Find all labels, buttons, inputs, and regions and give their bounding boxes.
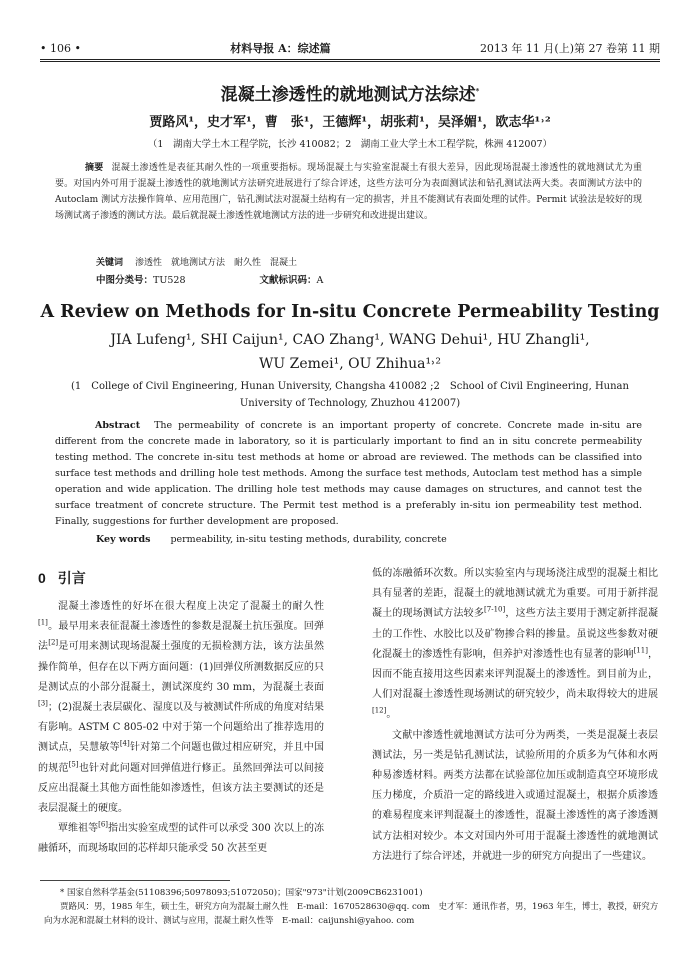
citation[interactable]: [3] — [38, 699, 48, 708]
cn-title-mark: * — [475, 86, 480, 96]
cn-abstract-label: 摘要 — [85, 163, 104, 173]
cn-author-4: 王德辉¹， — [322, 115, 381, 130]
en-affiliation-line-2: University of Technology, Zhuzhou 412007) — [239, 398, 461, 409]
citation[interactable]: [7-10] — [484, 606, 506, 615]
intro-paragraph-3: 文献中渗透性就地测试方法可分为两类，一类是混凝土表层测试法，另一类是钻孔测试法，试验所用的介质多为气体和水两种易渗透材料。两类方法都在试验部位加压或制造真空环境形成压力梯度，介质沿一定的路线进入或通过混凝土，根据介质渗透的难易程度来评判混凝土的渗透性，混凝土渗透性的离子渗透测试方法相对较少。本文对国内外可用于混凝土渗透性的就地测试方法进行了综合评述，并就进一步的研究方向提出了一些建议。 — [372, 729, 658, 862]
running-header — [40, 38, 660, 58]
citation[interactable]: [6] — [98, 820, 109, 829]
cn-authors — [40, 111, 660, 130]
en-title: A Review on Methods for In-situ Concrete Permeability Testing — [40, 302, 660, 322]
journal-name: 材料导报 A：综述篇 — [230, 42, 331, 55]
intro-paragraph-2: 覃维祖等[6]指出实验室成型的试件可以承受 300 次以上的冻融循环，而现场取回的芯样却只能承受 50 次甚至更 — [38, 820, 325, 855]
en-authors — [40, 328, 660, 376]
en-affiliation — [50, 378, 650, 412]
cn-author-7: 欧志华¹˒² — [495, 115, 551, 130]
en-authors-line-2: WU Zemei¹, OU Zhihua¹˒² — [258, 356, 442, 372]
cn-author-1: 贾路风¹， — [149, 115, 208, 130]
cn-author-5: 胡张莉¹， — [380, 115, 438, 130]
cn-keywords — [96, 255, 297, 268]
intro-paragraph-1: 混凝土渗透性的好坏在很大程度上决定了混凝土的耐久性[1]。最早用来表征混凝土渗透性的参数是混凝土抗压强度。回弹法[2]是可用来测试现场混凝土强度的无损检测方法，该方法虽然操作简单，但存在以下两方面问题：(1)回弹仪所测数据反应的只是测试点的小部分混凝土，测试深度约 30 mm，为混凝土表面[3]；(2)混凝土表层碳化、湿度以及与被测试件所成的角度对结果有影响。ASTM C 805-02 中对于第一个问题给出了推荐选用的测试点，吴慧敏等[4]针对第二个问题也做过相应研究，并且中国的规范[5]也针对此问题对回弹值进行修正。虽然回弹法可以间接反应出混凝土其他方面性能如渗透性，但该方法主要测试的还是表层混凝土的硬度。 — [38, 601, 325, 815]
citation[interactable]: [1] — [38, 618, 48, 627]
cn-author-2: 史才军¹， — [207, 115, 265, 130]
doc-code-label: 文献标识码： — [259, 275, 317, 286]
class-label: 中图分类号： — [96, 275, 154, 286]
header-rule-double — [40, 61, 660, 62]
cn-abstract — [55, 160, 642, 224]
citation[interactable]: [4] — [119, 740, 130, 749]
citation[interactable]: [2] — [48, 639, 59, 648]
funding-note: * 国家自然科学基金(51108396;50978093;51072050)；国家"973"计划(2009CB6231001) — [60, 888, 423, 898]
citation[interactable]: [11] — [633, 646, 648, 655]
en-affiliation-line-1: (1 College of Civil Engineering, Hunan University, Changsha 410082 ;2 School of Civil Engineering, Hunan — [71, 381, 629, 392]
section-heading — [38, 568, 324, 589]
citation[interactable]: [12] — [372, 707, 387, 716]
cn-keywords-label: 关键词 — [96, 258, 124, 268]
cn-author-6: 吴泽媚¹， — [437, 115, 496, 130]
page-number: • 106 • — [40, 41, 81, 55]
cn-classification — [96, 272, 323, 286]
en-abstract-label: Abstract — [95, 420, 141, 431]
footnotes — [44, 886, 660, 928]
intro-paragraph-2-cont: 低的冻融循环次数。所以实验室内与现场浇注成型的混凝土相比具有显著的差距，混凝土的就地测试就尤为重要。可用于新拌混凝土的现场测试方法较多[7-10]，这些方法主要用于测定新拌混凝土的工作性、水胶比以及矿物掺合料的掺量。虽说这些参数对硬化混凝土的渗透性有影响，但养护对渗透性也有显著的影响[11]，因而不能直接用这些因素来评判混凝土的渗透性。到目前为止，人们对混凝土渗透性现场测试的研究较少，尚未取得较大的进展[12]。 — [372, 568, 659, 721]
cn-keywords-text: 渗透性 就地测试方法 耐久性 混凝土 — [135, 258, 298, 268]
en-authors-line-1: JIA Lufeng¹, SHI Caijun¹, CAO Zhang¹, WANG Dehui¹, HU Zhangli¹, — [110, 332, 590, 348]
issue-info: 2013 年 11 月(上)第 27 卷第 11 期 — [479, 42, 660, 55]
en-keywords — [96, 534, 447, 545]
class-value: TU528 — [153, 275, 186, 286]
en-abstract-text: The permeability of concrete is an important property of concrete. Concrete made in-situ are different from the concrete made in laboratory, so it is particularly important to find an in situ concrete permeability testing method. The concrete in-situ test methods at home or abroad are reviewed. The methods can be classified into surface test methods and drilling hole test methods. Among the surface test methods, Autoclam test method has a simple operation and wide application. The drilling hole test methods may cause damages on structures, and cannot test the surface treatment of concrete structure. The Permit test method is a preferably in-situ ion permeability test method. Finally, suggestions for further development are proposed. — [55, 420, 642, 527]
doc-code-value: A — [316, 275, 324, 286]
cn-author-3: 曹 张¹， — [264, 115, 323, 130]
cn-affiliation: （1 湖南大学土木工程学院，长沙 410082；2 湖南工业大学土木工程学院，株洲 412007） — [147, 139, 553, 150]
section-title: 引言 — [57, 571, 86, 587]
body-column-left — [38, 562, 324, 860]
footnote-rule — [40, 880, 230, 881]
en-keywords-text: permeability, in-situ testing methods, durability, concrete — [170, 534, 447, 545]
citation[interactable]: [5] — [68, 760, 79, 769]
author-bio-note: 贾路风：男，1985 年生，硕士生，研究方向为混凝土耐久性 E-mail：1670528630@qq. com 史才军：通讯作者，男，1963 年生，博士，教授，研究方向为水泥和混凝土材料的设计、测试与应用，混凝土耐久性等 E-mail：caijunshi@yahoo. com — [44, 902, 659, 926]
cn-title-text: 混凝土渗透性的就地测试方法综述 — [220, 85, 476, 105]
cn-abstract-text: 混凝土渗透性是表征其耐久性的一项重要指标。现场混凝土与实验室混凝土有很大差异，因此现场混凝土渗透性的就地测试尤为重要。对国内外可用于混凝土渗透性的就地测试方法研究进展进行了综合评述，这些方法可分为表面测试法和钻孔测试法两大类。表面测试方法中的 Autoclam 测试方法操作简单、应用范围广，钻孔测试法对混凝土结构有一定的损害，并且不能测试有表面处理的试件。Permit 试验法是较好的现场测试离子渗透的测试方法。最后就混凝土渗透性就地测试方法的进一步研究和改进提出建议。 — [55, 163, 642, 221]
section-number: 0 — [38, 570, 46, 586]
cn-title — [40, 80, 660, 105]
body-column-right — [372, 564, 658, 867]
header-rule — [40, 59, 660, 60]
en-keywords-label: Key words — [96, 534, 151, 545]
en-abstract — [55, 418, 642, 530]
